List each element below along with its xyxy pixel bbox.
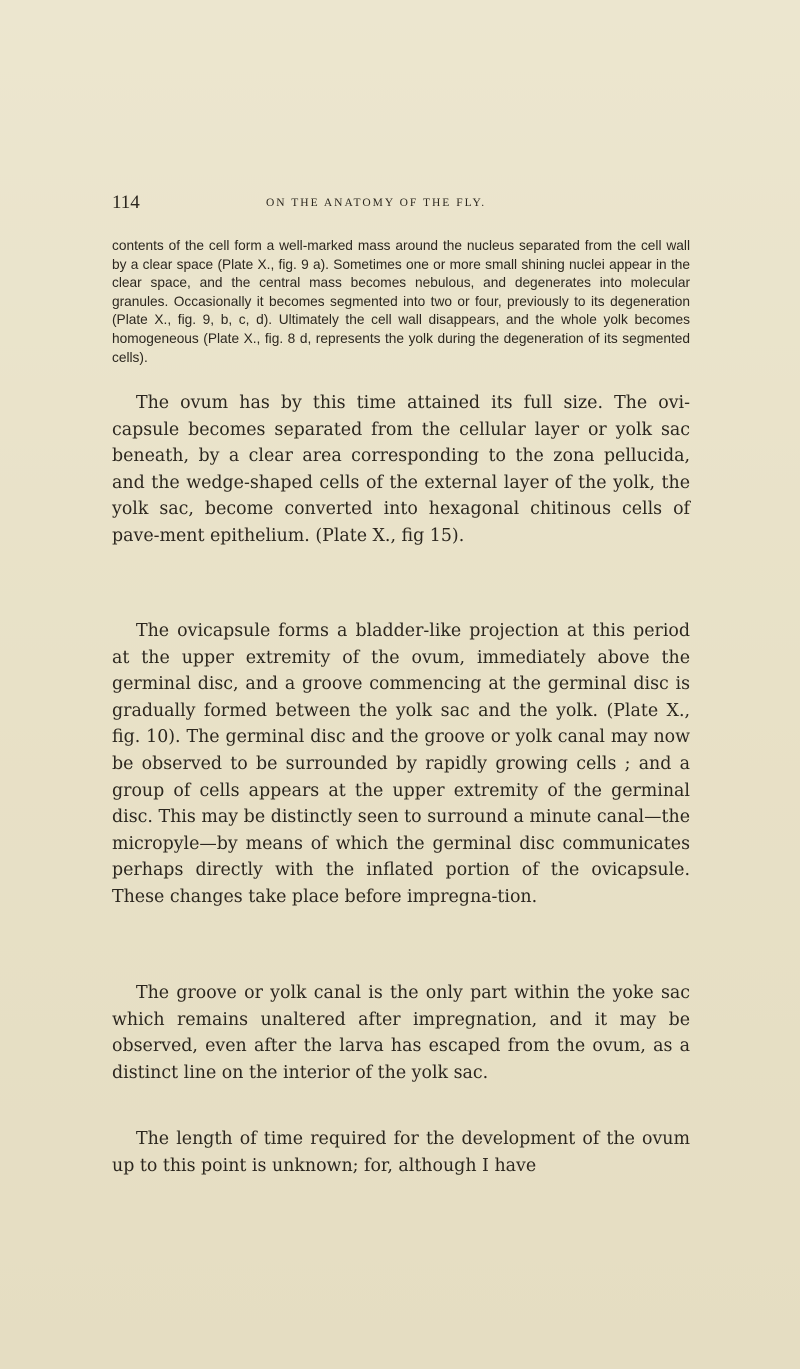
paragraph-ovicapsule: The ovicapsule forms a bladder-like projection at this period at the upper extremity of the ovum, immediately above the germinal disc, and a groove commencing at the germinal disc is gradually formed between the yolk sac and the yolk. (Plate X., fig. 10). The germinal disc and the groove or yolk canal may now be observed to be surrounded by rapidly growing cells ; and a group of cells appears at the upper extremity of the germinal disc. This may be distinctly seen to surround a minute canal—the micropyle—by means of which the germinal disc communicates perhaps directly with the inflated portion of the ovicapsule. These changes take place before impregna-tion. xyxy=(112,621,690,907)
page-header xyxy=(112,192,712,216)
paragraph-ovum-full-size: The ovum has by this time attained its full size. The ovi-capsule becomes separated from the cellular layer or yolk sac beneath, by a clear area corresponding to the zona pellucida, and the wedge-shaped cells of the external layer of the yolk, the yolk sac, become converted into hexagonal chitinous cells of pave-ment epithelium. (Plate X., fig 15). xyxy=(112,393,690,546)
page-number: 114 xyxy=(112,192,140,213)
running-title: ON THE ANATOMY OF THE FLY. xyxy=(266,197,487,209)
small-print-paragraph: contents of the cell form a well-marked mass around the nucleus separated from the cell wall by a clear space (Plate X., fig. 9 a). Sometimes one or more small shining nuclei appear in the clear space, and the central mass becomes nebulous, and degenerates into molecular granules. Occasionally it becomes segmented into two or four, previously to its degeneration (Plate X., fig. 9, b, c, d). Ultimately the cell wall disappears, and the whole yolk becomes homogeneous (Plate X., fig. 8 d, represents the yolk during the degeneration of its segmented cells). xyxy=(112,238,690,365)
paragraph-yolk-canal: The groove or yolk canal is the only part within the yoke sac which remains unaltered after impregnation, and it may be observed, even after the larva has escaped from the ovum, as a distinct line on the interior of the yolk sac. xyxy=(112,983,690,1083)
paragraph-development-time: The length of time required for the development of the ovum up to this point is unknown; for, although I have xyxy=(112,1129,690,1176)
